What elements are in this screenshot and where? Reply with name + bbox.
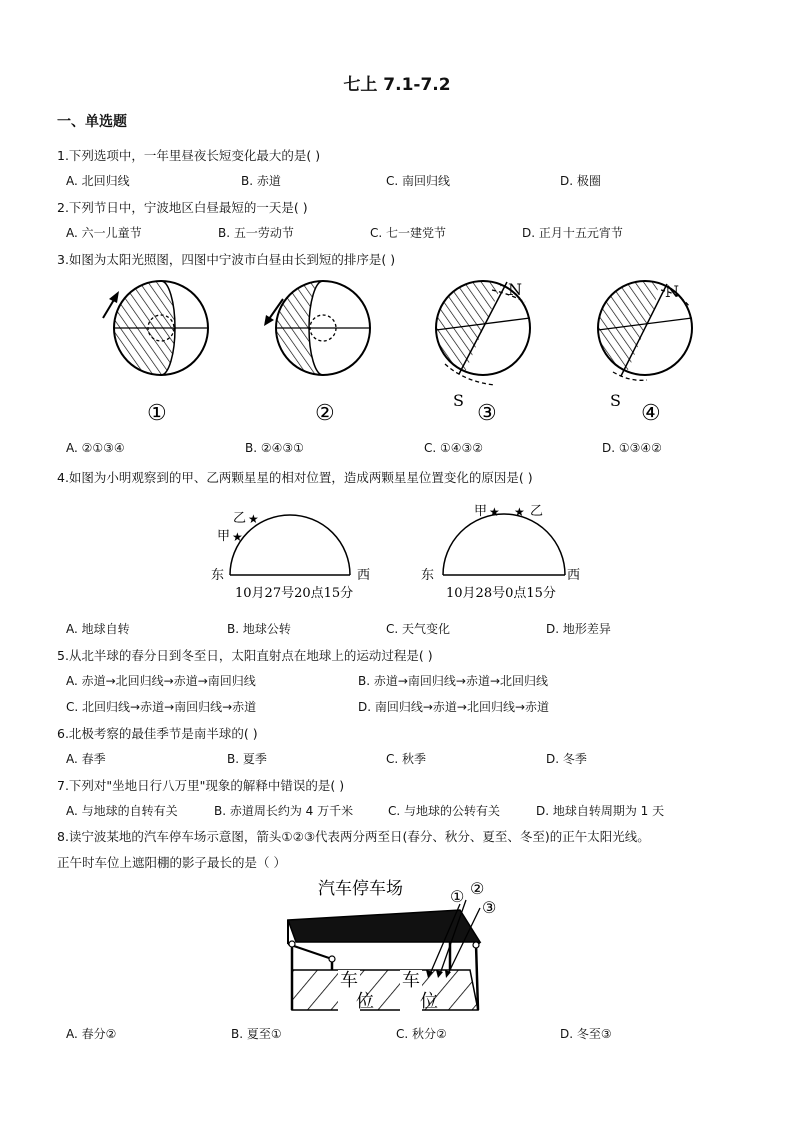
globe-3-north-label: N — [508, 280, 522, 299]
parking-spot-a-char2: 位 — [356, 991, 374, 1012]
q4-option-c[interactable]: C. 天气变化 — [386, 622, 451, 636]
q7-option-d[interactable]: D. 地球自转周期为 1 天 — [536, 804, 665, 818]
q8-option-b[interactable]: B. 夏至① — [231, 1027, 282, 1041]
question-4-stem: 4.如图为小明观察到的甲、乙两颗星星的相对位置，造成两颗星星位置变化的原因是( ) — [57, 470, 533, 485]
sun-ray-label-2: ② — [470, 879, 485, 898]
star-diagram-right — [421, 504, 580, 601]
globe-3-south-label: S — [453, 391, 464, 410]
question-1-stem: 1.下列选项中，一年里昼夜长短变化最大的是( ) — [57, 148, 321, 163]
q8-option-d[interactable]: D. 冬至③ — [560, 1027, 612, 1041]
q4-option-d[interactable]: D. 地形差异 — [546, 622, 611, 636]
question-5-stem: 5.从北半球的春分日到冬至日，太阳直射点在地球上的运动过程是( ) — [57, 648, 433, 663]
star-label-jia: 甲 — [474, 504, 488, 519]
q2-option-a[interactable]: A. 六一儿童节 — [66, 226, 142, 240]
question-8-stem: 8.读宁波某地的汽车停车场示意图，箭头①②③代表两分两至日(春分、秋分、夏至、冬至)的正午太阳光线。 — [57, 829, 650, 844]
star-icon: ★ — [514, 505, 525, 519]
q7-option-a[interactable]: A. 与地球的自转有关 — [66, 804, 178, 818]
q5-option-d[interactable]: D. 南回归线→赤道→北回归线→赤道 — [358, 700, 550, 714]
globe-1-label: ① — [147, 401, 167, 426]
q1-option-c[interactable]: C. 南回归线 — [386, 174, 451, 188]
section-heading: 一、单选题 — [57, 114, 127, 130]
q2-option-c[interactable]: C. 七一建党节 — [370, 226, 447, 240]
q3-option-a[interactable]: A. ②①③④ — [66, 441, 125, 455]
star-label-yi: 乙 — [530, 504, 544, 519]
q6-option-c[interactable]: C. 秋季 — [386, 752, 427, 766]
star-label-jia: 甲 — [217, 529, 231, 544]
q6-option-a[interactable]: A. 春季 — [66, 752, 106, 766]
figure-star-positions — [205, 495, 595, 605]
direction-west-label: 西 — [567, 568, 581, 583]
q1-option-d[interactable]: D. 极圈 — [560, 174, 601, 188]
globe-4-label: ④ — [641, 401, 661, 426]
q1-option-b[interactable]: B. 赤道 — [241, 174, 281, 188]
q5-option-c[interactable]: C. 北回归线→赤道→南回归线→赤道 — [66, 700, 257, 714]
figure-sunlight-diagrams — [55, 272, 745, 432]
globe-1 — [103, 281, 208, 375]
parking-lot-title: 汽车停车场 — [318, 879, 403, 899]
question-3-stem: 3.如图为太阳光照图，四图中宁波市白昼由长到短的排序是( ) — [57, 252, 396, 267]
q2-option-b[interactable]: B. 五一劳动节 — [218, 226, 294, 240]
diagram-time-caption: 10月27号20点15分 — [235, 586, 354, 601]
q8-option-c[interactable]: C. 秋分② — [396, 1027, 447, 1041]
q5-option-a[interactable]: A. 赤道→北回归线→赤道→南回归线 — [66, 674, 256, 688]
question-8-stem-continued: 正午时车位上遮阳棚的影子最长的是（ ） — [57, 855, 286, 870]
q3-option-c[interactable]: C. ①④③② — [424, 441, 484, 455]
star-diagram-left — [211, 511, 370, 601]
globe-4 — [585, 272, 695, 410]
q7-option-b[interactable]: B. 赤道周长约为 4 万千米 — [214, 804, 354, 818]
sun-ray-label-3: ③ — [482, 898, 497, 917]
globe-3-label: ③ — [477, 401, 497, 426]
question-7-stem: 7.下列对"坐地日行八万里"现象的解释中错误的是( ) — [57, 778, 345, 793]
star-icon: ★ — [489, 505, 500, 519]
sun-ray-label-1: ① — [450, 887, 465, 906]
direction-east-label: 东 — [421, 568, 435, 583]
q5-option-b[interactable]: B. 赤道→南回归线→赤道→北回归线 — [358, 674, 549, 688]
q8-option-a[interactable]: A. 春分② — [66, 1027, 117, 1041]
star-icon: ★ — [248, 512, 259, 526]
globe-2-label: ② — [315, 401, 335, 426]
q7-option-c[interactable]: C. 与地球的公转有关 — [388, 804, 501, 818]
q4-option-a[interactable]: A. 地球自转 — [66, 622, 130, 636]
q3-option-d[interactable]: D. ①③④② — [602, 441, 662, 455]
question-6-stem: 6.北极考察的最佳季节是南半球的( ) — [57, 726, 258, 741]
globe-2 — [264, 281, 370, 375]
figure-parking-lot — [280, 874, 510, 1016]
parking-spot-b-char2: 位 — [420, 991, 438, 1012]
globe-3 — [425, 272, 530, 410]
star-icon: ★ — [232, 530, 243, 544]
q4-option-b[interactable]: B. 地球公转 — [227, 622, 291, 636]
q6-option-d[interactable]: D. 冬季 — [546, 752, 587, 766]
diagram-time-caption: 10月28号0点15分 — [446, 586, 556, 601]
q3-option-b[interactable]: B. ②④③① — [245, 441, 304, 455]
parking-spot-b-char1: 车 — [402, 970, 420, 991]
star-label-yi: 乙 — [233, 511, 247, 526]
question-2-stem: 2.下列节日中，宁波地区白昼最短的一天是( ) — [57, 200, 308, 215]
q2-option-d[interactable]: D. 正月十五元宵节 — [522, 226, 623, 240]
q1-option-a[interactable]: A. 北回归线 — [66, 174, 130, 188]
parking-spot-a-char1: 车 — [340, 970, 358, 991]
direction-east-label: 东 — [211, 568, 225, 583]
globe-4-south-label: S — [610, 391, 621, 410]
direction-west-label: 西 — [357, 568, 371, 583]
page-title: 七上 7.1-7.2 — [343, 75, 451, 95]
globe-4-north-label: N — [665, 282, 679, 301]
q6-option-b[interactable]: B. 夏季 — [227, 752, 267, 766]
